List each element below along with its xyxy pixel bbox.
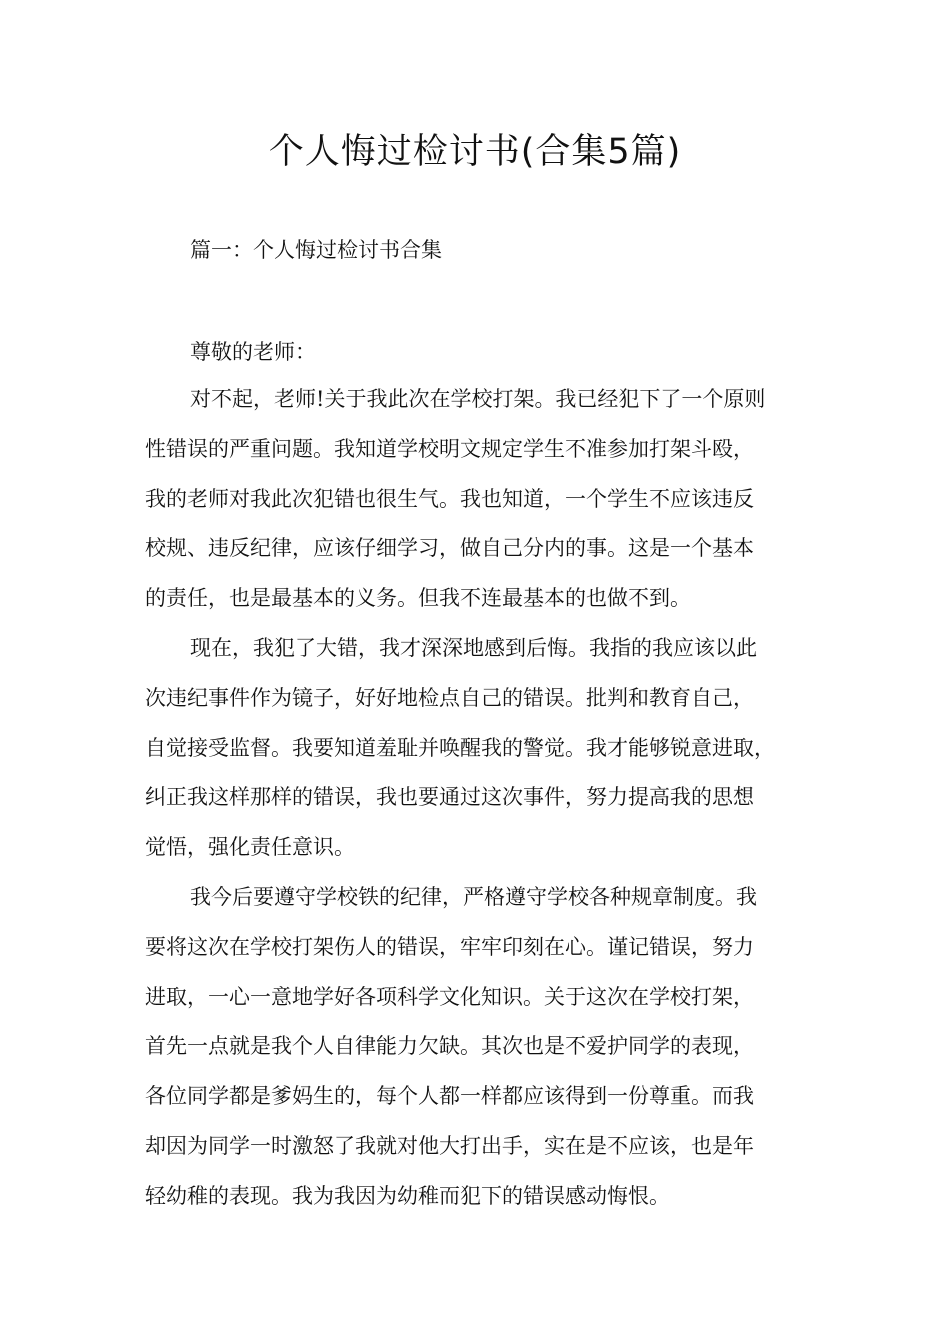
paragraph-line: 的责任，也是最基本的义务。但我不连最基本的也做不到。: [145, 586, 691, 611]
paragraph-line: 进取，一心一意地学好各项科学文化知识。关于这次在学校打架，: [145, 984, 754, 1009]
document-title: 个人悔过检讨书(合集5篇): [268, 132, 682, 172]
paragraph-line: 现在，我犯了大错，我才深深地感到后悔。我指的我应该以此: [190, 636, 757, 660]
paragraph-3: [145, 873, 825, 1222]
paragraph-line: 次违纪事件作为镜子，好好地检点自己的错误。批判和教育自己，: [145, 685, 754, 710]
paragraph-line: 纠正我这样那样的错误，我也要通过这次事件，努力提高我的思想: [145, 785, 754, 810]
paragraph-line: 各位同学都是爹妈生的，每个人都一样都应该得到一份尊重。而我: [145, 1084, 754, 1109]
paragraph-line: 我的老师对我此次犯错也很生气。我也知道，一个学生不应该违反: [145, 486, 754, 511]
paragraph-line: 对不起，老师!关于我此次在学校打架。我已经犯下了一个原则: [190, 387, 766, 411]
paragraph-line: 轻幼稚的表现。我为我因为幼稚而犯下的错误感动悔恨。: [145, 1183, 670, 1208]
paragraph-line: 性错误的严重问题。我知道学校明文规定学生不准参加打架斗殴，: [145, 436, 754, 461]
paragraph-line: 校规、违反纪律，应该仔细学习，做自己分内的事。这是一个基本: [145, 536, 754, 561]
section-heading: 篇一：个人悔过检讨书合集: [190, 238, 442, 262]
paragraph-line: 却因为同学一时激怒了我就对他大打出手，实在是不应该，也是年: [145, 1133, 754, 1158]
paragraph-line: 要将这次在学校打架伤人的错误，牢牢印刻在心。谨记错误，努力: [145, 934, 754, 959]
paragraph-line: 首先一点就是我个人自律能力欠缺。其次也是不爱护同学的表现，: [145, 1034, 754, 1059]
paragraph-2: [145, 624, 825, 873]
paragraph-line: 觉悟，强化责任意识。: [145, 835, 355, 860]
paragraph-line: 我今后要遵守学校铁的纪律，严格遵守学校各种规章制度。我: [190, 885, 757, 909]
paragraph-1: [145, 375, 825, 624]
paragraph-line: 自觉接受监督。我要知道羞耻并唤醒我的警觉。我才能够锐意进取，: [145, 735, 775, 760]
salutation: 尊敬的老师：: [190, 340, 316, 364]
